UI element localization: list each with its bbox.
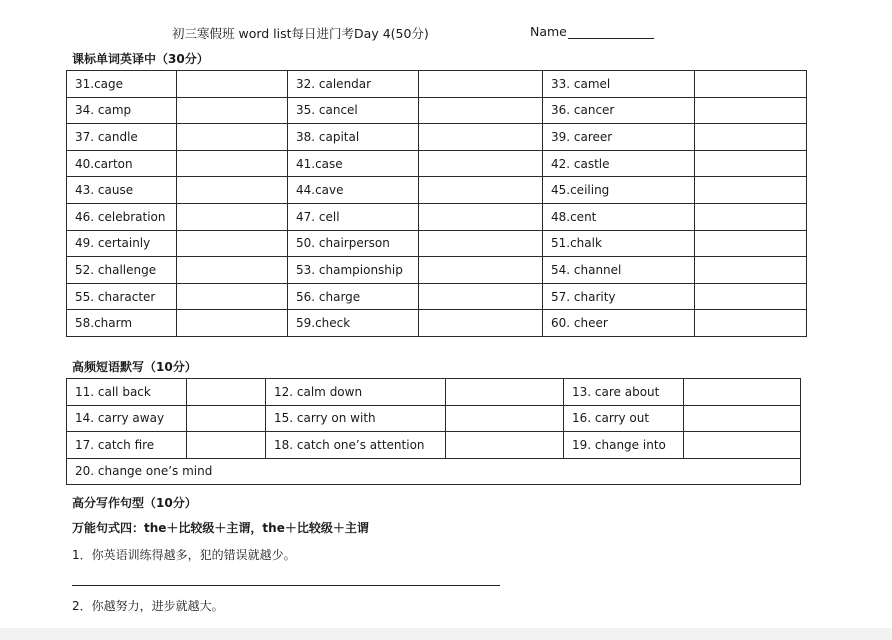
answer-cell[interactable] — [695, 257, 807, 284]
phrase-table — [66, 378, 801, 485]
answer-cell[interactable] — [419, 203, 543, 230]
answer-cell[interactable] — [695, 124, 807, 151]
answer-cell[interactable] — [187, 405, 266, 432]
answer-cell[interactable] — [419, 97, 543, 124]
word-cell: 33. camel — [543, 71, 695, 98]
writing-prompt-2: 2．你越努力，进步就越大。 — [72, 599, 224, 613]
answer-cell[interactable] — [695, 177, 807, 204]
answer-cell[interactable] — [695, 283, 807, 310]
word-cell: 41.case — [288, 150, 419, 177]
answer-cell[interactable] — [695, 203, 807, 230]
word-cell: 51.chalk — [543, 230, 695, 257]
table-row — [67, 458, 801, 485]
table-row — [67, 379, 801, 406]
word-cell: 34. camp — [67, 97, 177, 124]
table-row — [67, 405, 801, 432]
sentence-pattern: 万能句式四：the＋比较级＋主谓，the＋比较级＋主谓 — [72, 521, 369, 535]
answer-cell[interactable] — [419, 310, 543, 337]
writing-section-heading: 高分写作句型（10分） — [72, 496, 197, 510]
word-cell: 36. cancer — [543, 97, 695, 124]
answer-cell[interactable] — [177, 71, 288, 98]
word-cell: 44.cave — [288, 177, 419, 204]
answer-cell[interactable] — [187, 432, 266, 459]
table-row — [67, 203, 807, 230]
answer-cell[interactable] — [684, 405, 801, 432]
answer-cell[interactable] — [187, 379, 266, 406]
answer-cell[interactable] — [419, 257, 543, 284]
word-cell: 14. carry away — [67, 405, 187, 432]
answer-cell[interactable] — [446, 432, 564, 459]
word-cell: 52. challenge — [67, 257, 177, 284]
word-cell: 45.ceiling — [543, 177, 695, 204]
answer-cell[interactable] — [695, 230, 807, 257]
table-row — [67, 283, 807, 310]
word-cell: 12. calm down — [266, 379, 446, 406]
word-cell: 53. championship — [288, 257, 419, 284]
answer-cell[interactable] — [177, 257, 288, 284]
word-cell: 58.charm — [67, 310, 177, 337]
answer-cell[interactable] — [177, 203, 288, 230]
answer-cell[interactable] — [419, 283, 543, 310]
word-cell: 49. certainly — [67, 230, 177, 257]
table-row — [67, 97, 807, 124]
word-cell: 39. career — [543, 124, 695, 151]
word-cell: 43. cause — [67, 177, 177, 204]
word-cell: 17. catch fire — [67, 432, 187, 459]
word-cell: 60. cheer — [543, 310, 695, 337]
answer-cell[interactable] — [177, 230, 288, 257]
answer-cell[interactable] — [684, 432, 801, 459]
word-cell: 37. candle — [67, 124, 177, 151]
page-bottom-edge — [0, 628, 892, 640]
word-cell: 38. capital — [288, 124, 419, 151]
word-cell: 16. carry out — [564, 405, 684, 432]
word-cell: 19. change into — [564, 432, 684, 459]
word-cell: 56. charge — [288, 283, 419, 310]
word-cell: 46. celebration — [67, 203, 177, 230]
vocab-table — [66, 70, 807, 337]
answer-cell[interactable] — [177, 310, 288, 337]
vocab-section-heading: 课标单词英译中（30分） — [72, 52, 209, 66]
name-field[interactable] — [530, 24, 654, 39]
word-cell: 50. chairperson — [288, 230, 419, 257]
table-row — [67, 310, 807, 337]
word-cell: 13. care about — [564, 379, 684, 406]
word-cell: 15. carry on with — [266, 405, 446, 432]
answer-cell[interactable] — [177, 97, 288, 124]
word-cell: 48.cent — [543, 203, 695, 230]
phrase-cell-last[interactable]: 20. change one’s mind — [67, 458, 801, 485]
table-row — [67, 71, 807, 98]
phrase-section-heading: 高频短语默写（10分） — [72, 360, 197, 374]
answer-cell[interactable] — [695, 310, 807, 337]
table-row — [67, 177, 807, 204]
answer-line-1[interactable] — [72, 585, 500, 586]
word-cell: 59.check — [288, 310, 419, 337]
answer-cell[interactable] — [419, 124, 543, 151]
answer-cell[interactable] — [177, 283, 288, 310]
word-cell: 55. character — [67, 283, 177, 310]
table-row — [67, 432, 801, 459]
page-title: 初三寒假班 word list每日进门考Day 4(50分) — [172, 26, 429, 41]
table-row — [67, 257, 807, 284]
word-cell: 47. cell — [288, 203, 419, 230]
word-cell: 18. catch one’s attention — [266, 432, 446, 459]
answer-cell[interactable] — [419, 71, 543, 98]
word-cell: 54. channel — [543, 257, 695, 284]
answer-cell[interactable] — [695, 150, 807, 177]
table-row — [67, 150, 807, 177]
writing-prompt-1: 1．你英语训练得越多，犯的错误就越少。 — [72, 548, 296, 562]
answer-cell[interactable] — [695, 71, 807, 98]
word-cell: 42. castle — [543, 150, 695, 177]
answer-cell[interactable] — [446, 379, 564, 406]
word-cell: 57. charity — [543, 283, 695, 310]
word-cell: 31.cage — [67, 71, 177, 98]
answer-cell[interactable] — [177, 150, 288, 177]
word-cell: 11. call back — [67, 379, 187, 406]
table-row — [67, 124, 807, 151]
answer-cell[interactable] — [177, 177, 288, 204]
answer-cell[interactable] — [446, 405, 564, 432]
answer-cell[interactable] — [684, 379, 801, 406]
word-cell: 35. cancel — [288, 97, 419, 124]
answer-cell[interactable] — [419, 177, 543, 204]
word-cell: 40.carton — [67, 150, 177, 177]
answer-cell[interactable] — [177, 124, 288, 151]
table-row — [67, 230, 807, 257]
answer-cell[interactable] — [695, 97, 807, 124]
answer-cell[interactable] — [419, 230, 543, 257]
word-cell: 32. calendar — [288, 71, 419, 98]
answer-cell[interactable] — [419, 150, 543, 177]
name-blank-line[interactable] — [568, 26, 654, 39]
name-label: Name — [530, 24, 567, 39]
